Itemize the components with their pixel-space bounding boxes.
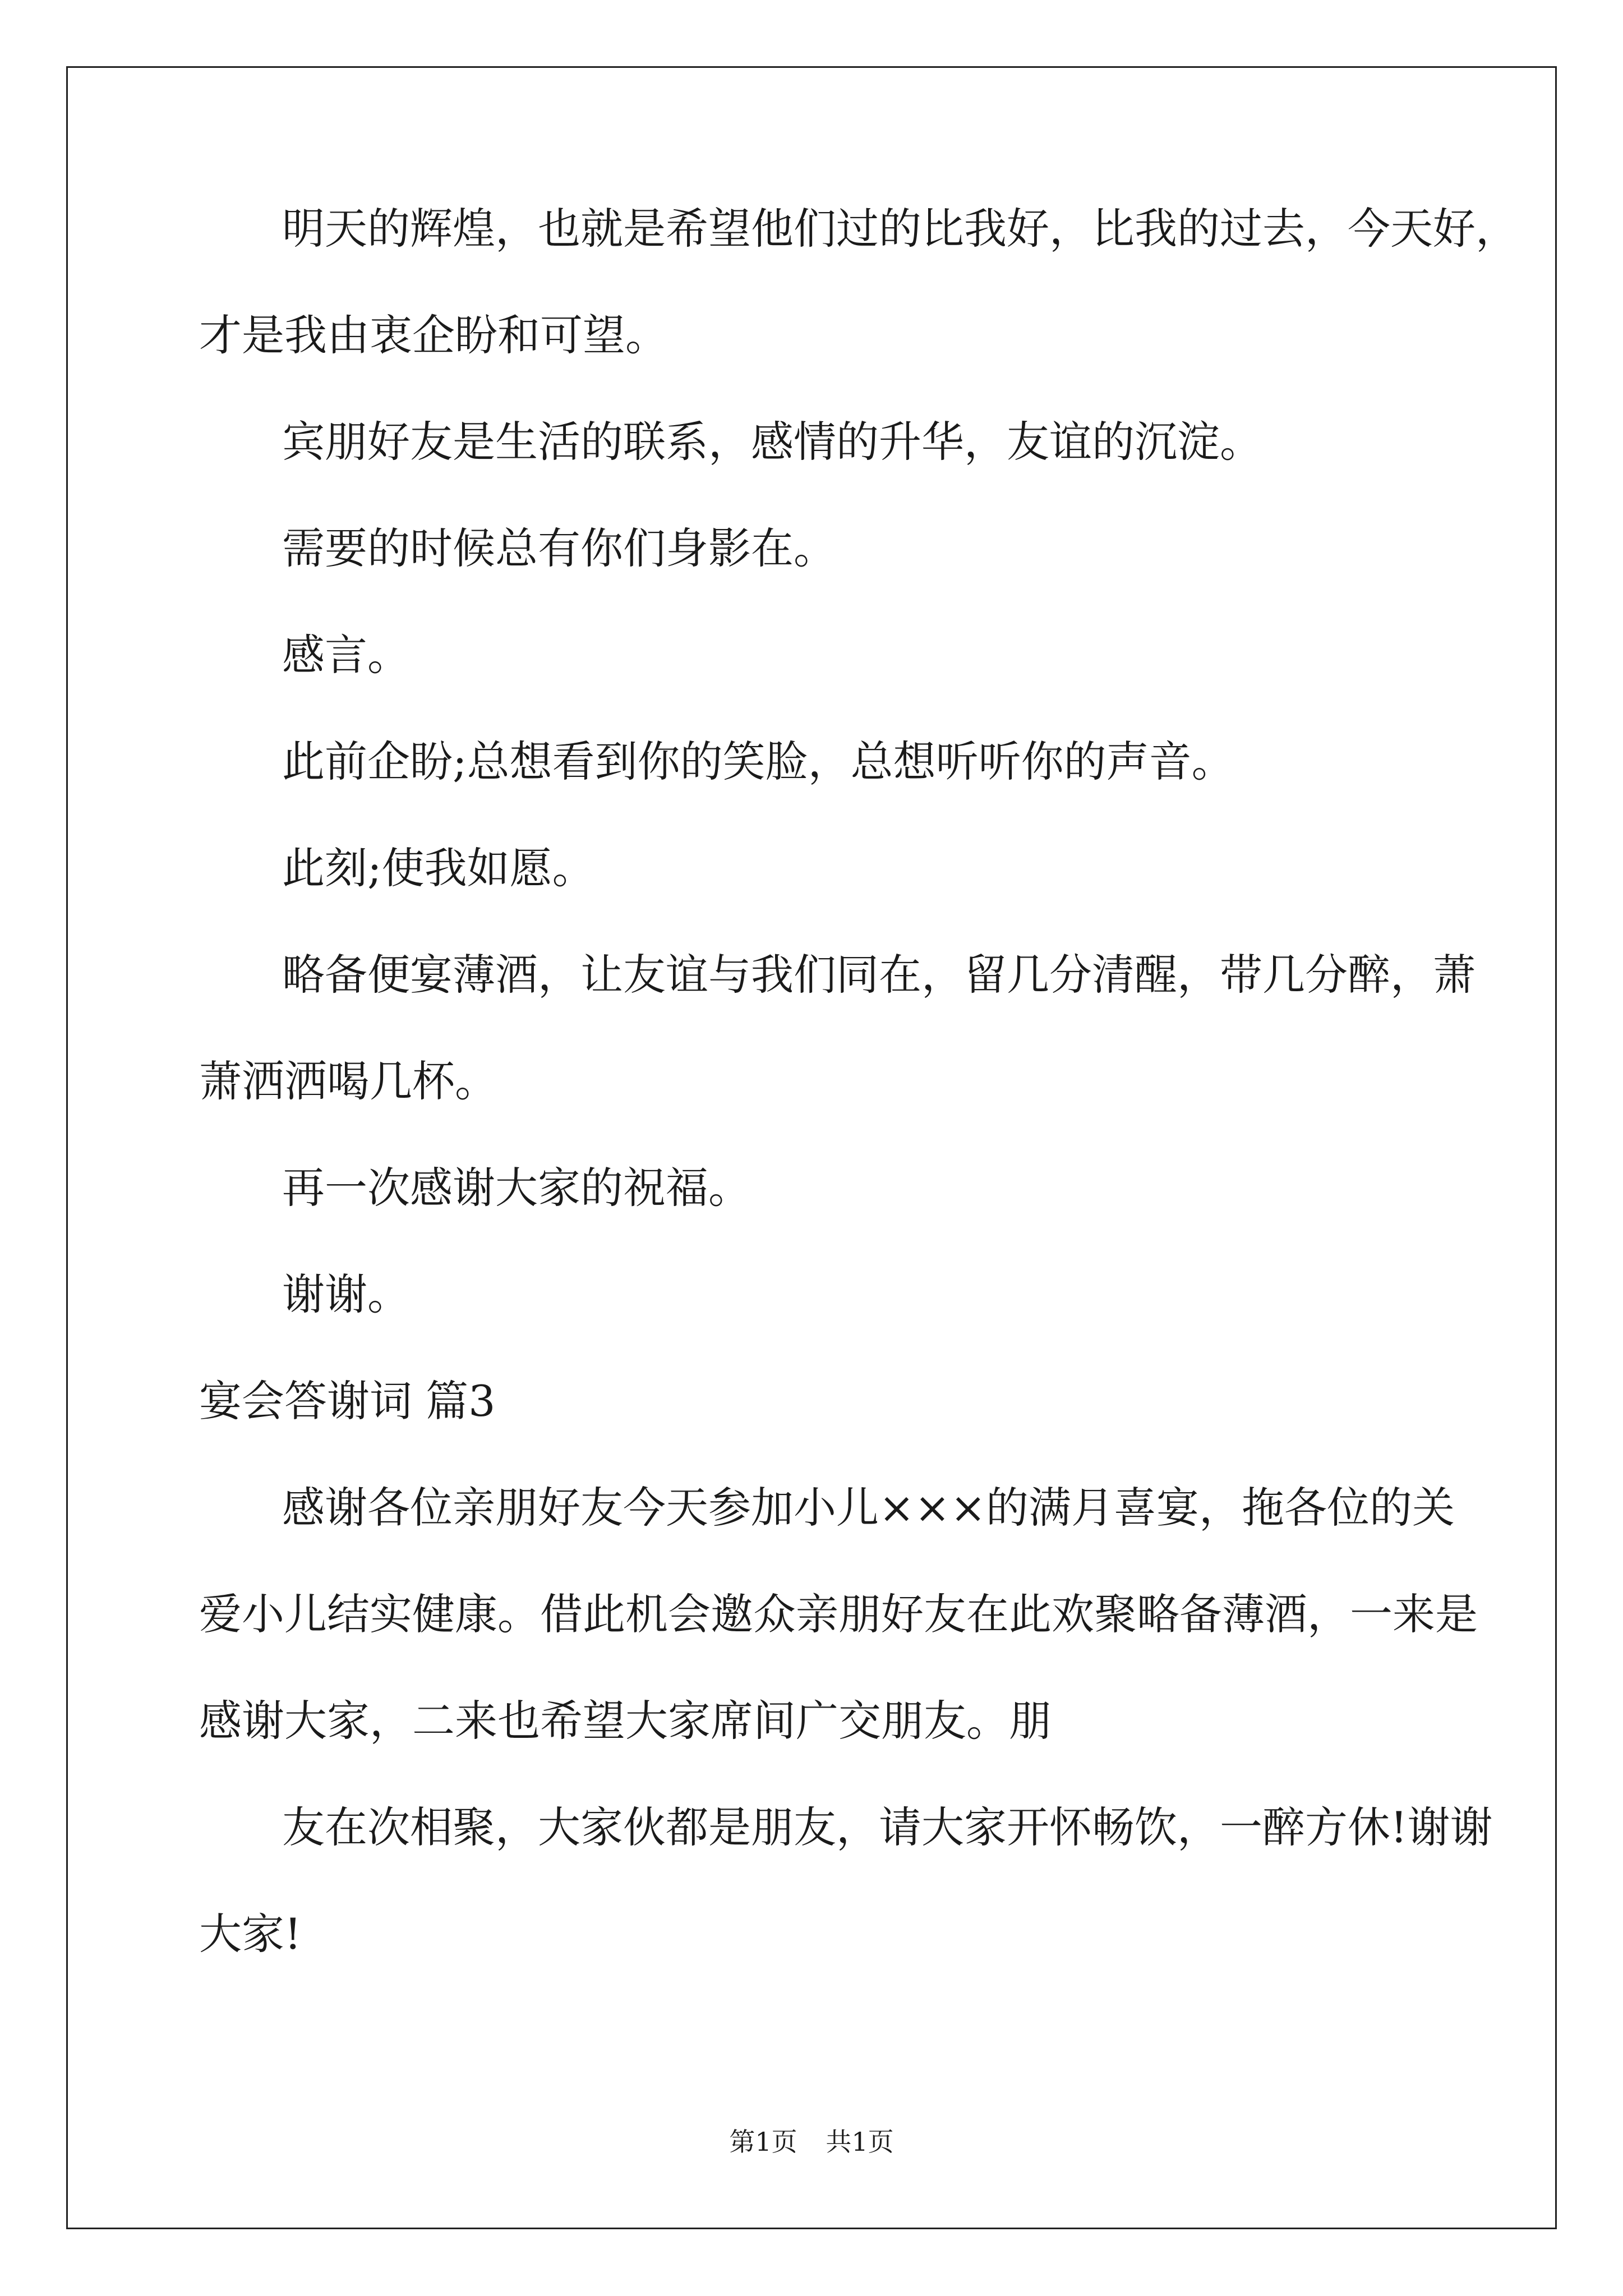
page-number: 第1页 bbox=[729, 2127, 797, 2157]
text-line: 再一次感谢大家的祝福。 bbox=[282, 1163, 751, 1213]
text-line: 友在次相聚，大家伙都是朋友，请大家开怀畅饮，一醉方休!谢谢 bbox=[282, 1802, 1493, 1852]
text-line: 萧洒洒喝几杯。 bbox=[199, 1056, 497, 1106]
page-border bbox=[66, 66, 1557, 2229]
text-line: 爱小儿结实健康。借此机会邀众亲朋好友在此欢聚略备薄酒，一来是 bbox=[199, 1589, 1478, 1639]
text-line: 谢谢。 bbox=[282, 1269, 410, 1319]
text-line: 略备便宴薄酒，让友谊与我们同在，留几分清醒，带几分醉，萧 bbox=[282, 950, 1476, 1000]
text-line: 需要的时候总有你们身影在。 bbox=[282, 523, 836, 573]
text-line: 此刻;使我如愿。 bbox=[282, 843, 595, 893]
text-line: 感言。 bbox=[282, 630, 410, 680]
section-heading: 宴会答谢词 篇3 bbox=[199, 1376, 496, 1426]
text-line: 大家! bbox=[199, 1909, 302, 1959]
text-line: 才是我由衷企盼和可望。 bbox=[199, 310, 668, 360]
page-total: 共1页 bbox=[826, 2127, 894, 2157]
text-line: 感谢各位亲朋好友今天参加小儿×××的满月喜宴，拖各位的关 bbox=[282, 1483, 1455, 1533]
text-line: 宾朋好友是生活的联系，感情的升华，友谊的沉淀。 bbox=[282, 417, 1262, 467]
text-line: 明天的辉煌，也就是希望他们过的比我好，比我的过去，今天好， bbox=[282, 204, 1518, 254]
text-line: 感谢大家，二来也希望大家席间广交朋友。朋 bbox=[199, 1696, 1052, 1746]
page-footer bbox=[0, 2125, 1623, 2159]
text-line: 此前企盼;总想看到你的笑脸，总想听听你的声音。 bbox=[282, 737, 1234, 786]
